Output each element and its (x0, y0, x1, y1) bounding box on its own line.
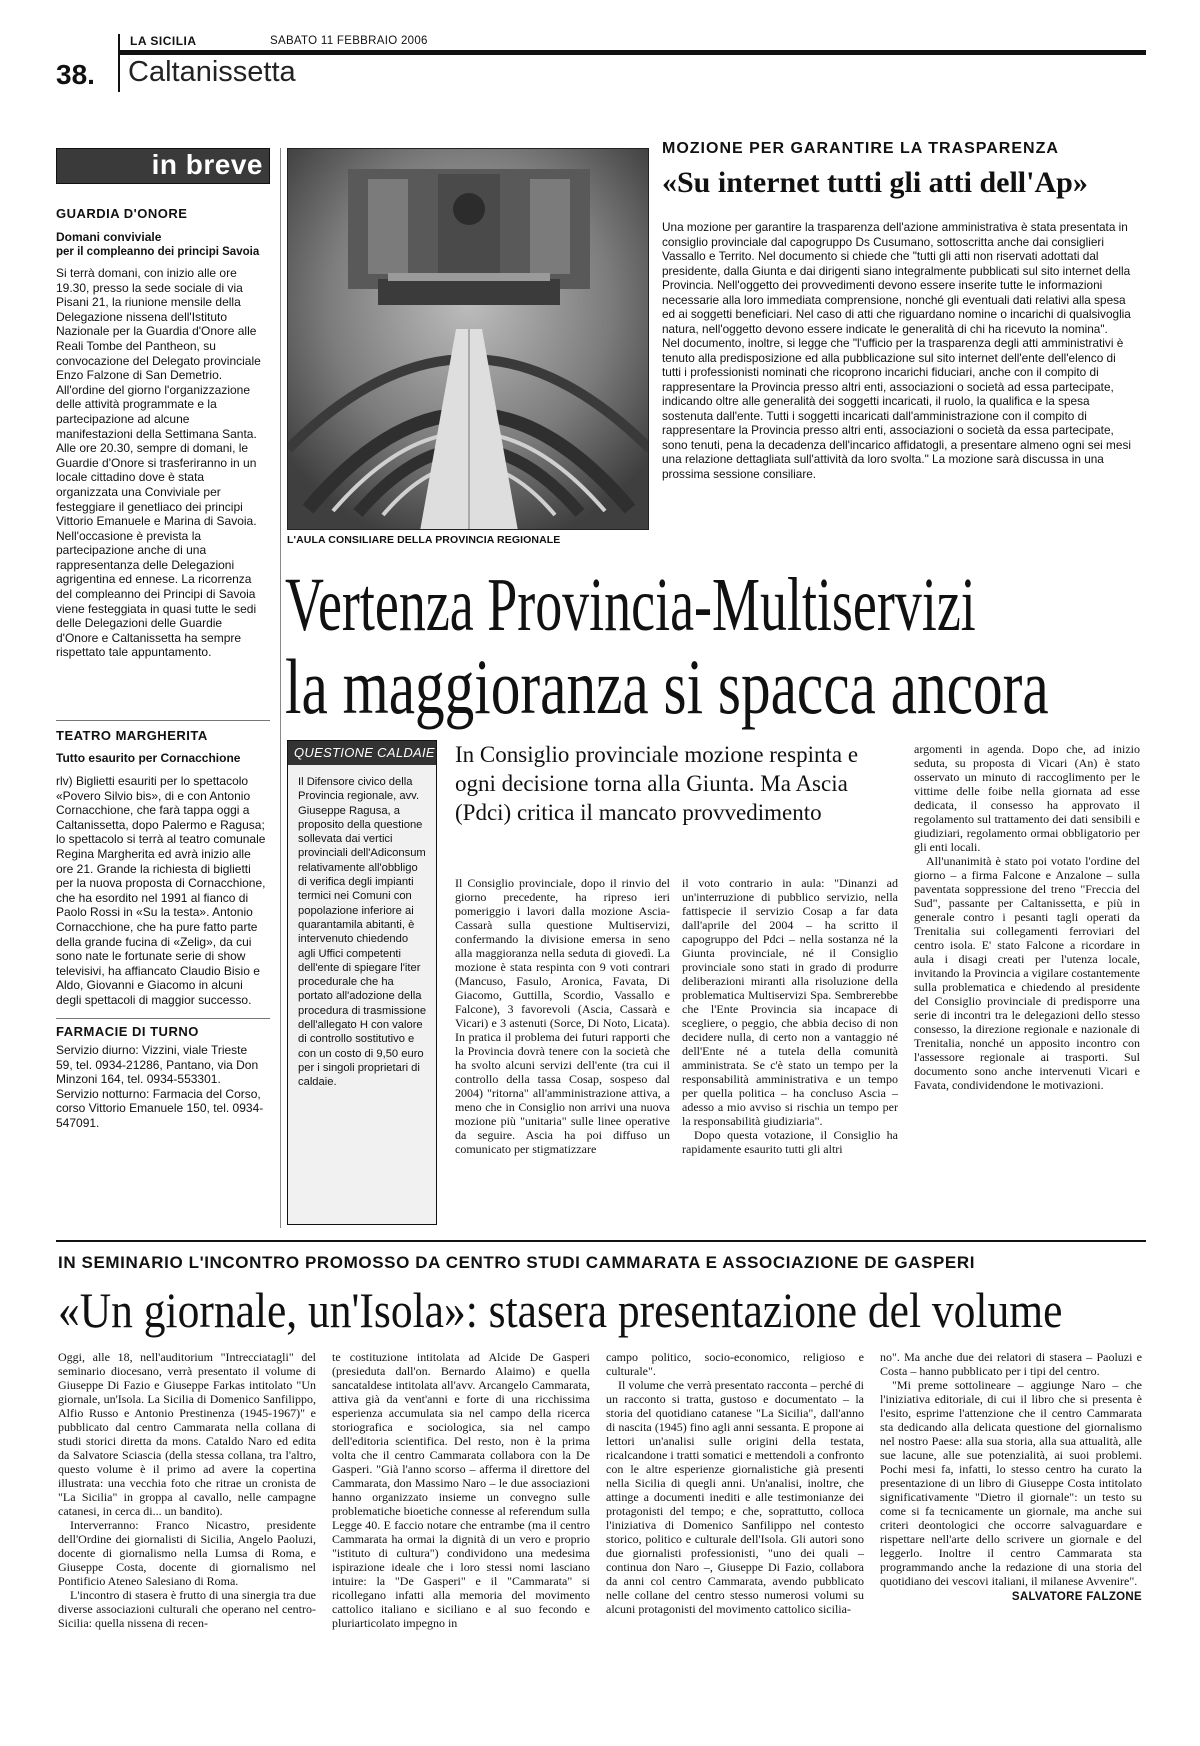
main-col-2-para-a: il voto contrario in aula: "Dinanzi ad un'interruzione di pubblico servizio, nella fattispecie il servizio Cosap a far data dall'aprile del 2004 – ha scritto il capogruppo del Pdci – nella sostanza né la Giunta provinciale, né il Consiglio provinciale sono stati in grado di produrre deliberazioni miranti alla risoluzione della problematica Multiservizi Spa. Sembrerebbe che l'Ente Provincia sia incapace di scegliere, o peggio, che abbia deciso di non decidere nulla, di certo non a vantaggio né dell'Ente né a tutela della comunità amministrata. Se c'è stato un tempo per la responsabilità amministrativa e un tempo per quella politica – ha concluso Ascia – adesso a mio avviso si rischia un tempo per la responsabilità giudiziaria". (682, 876, 898, 1128)
bottom-col-3-para-b: Il volume che verrà presentato racconta – perché di un racconto si tratta, gustoso e documentato – la storia del quotidiano catanese "La Sicilia", dall'anno di nascita (1945) fino agli anni sessanta. E propone ai lettori un'analisi sulle origini della testata, ricalcandone i tratti somatici e mettendoli a confronto con le altre esperienze giornalistiche già presenti nella Sicilia di quegli anni. Un'analisi, inoltre, che attinge a documenti inediti e alle testimonianze dei protagonisti del tempo; e che, soprattutto, colloca l'iniziativa di Domenico Sanfilippo nel contesto storico, politico e culturale dell'Isola. Gli autori sono due giornalisti professionisti, "uno dei quali – continua don Naro –, Giuseppe Di Fazio, collabora da anni col centro Cammarata, avendo pubblicato nelle collane del centro stesso numerosi volumi su alcuni protagonisti del movimento cattolico sicilia- (606, 1378, 864, 1616)
main-col-1-para: Il Consiglio provinciale, dopo il rinvio del giorno precedente, ha ripreso ieri pomeriggio i lavori dalla mozione Ascia-Cassarà sulla questione Multiservizi, confermando la divisione emersa in seno alla maggioranza nella seduta di giovedì. La mozione è stata respinta con 9 voti contrari (Mancuso, Fasulo, Aronica, Favata, Di Giacomo, Guttilla, Scordio, Vassallo e Falcone), 3 favorevoli (Ascia, Cassarà e Vicari) e 3 astenuti (Sorce, Di Noto, Licata). In pratica il problema dei futuri rapporti che la Provincia dovrà tenere con la società che ha svolto alcuni servizi dell'ente (tra cui il controllo della tassa Cosap, sospeso dal 2004) "ritorna" all'amministrazione attiva, a meno che in Consiglio non arrivi una nuova mozione più "unitaria" sulle linee operative da seguire. Ascia ha poi diffuso un comunicato per stigmatizzare (455, 876, 670, 1156)
mozione-text (662, 220, 1138, 481)
bottom-col-1-para-c: L'incontro di stasera è frutto di una sinergia tra due diverse associazioni culturali che operano nel centro-Sicilia: quella nissena di recen- (58, 1588, 316, 1630)
brief-label-farmacie: FARMACIE DI TURNO (56, 1024, 199, 1039)
main-col-3-para-a: argomenti in agenda. Dopo che, ad inizio seduta, su proposta di Vicari (An) è stato osservato un minuto di raccoglimento per le vittime delle foibe nella giornata ad esse dedicata, il consesso ha approvato il regolamento sul trattamento dei dati sensibili e giudiziari, regolamento ormai obbligatorio per gli enti locali. (914, 742, 1140, 854)
main-col-3-para-b: All'unanimità è stato poi votato l'ordine del giorno – a firma Falcone e Anzalone – sulla paventata soppressione del treno "Freccia del Sud", passante per Caltanissetta, e più in generale contro i pesanti tagli operati da Trenitalia sui collegamenti ferroviari del centro isola. E' stato Falcone a ricordare in aula i disagi creati per l'utenza locale, invitando la Provincia a vigilare costantemente sulla problematica e chiedendo al presidente del Consiglio provinciale di predisporre una serie di incontri tra le delegazioni dello stesso consesso, la direzione regionale e nazionale di Trenitalia, nonché un apposito incontro con l'assessore regionale ai trasporti. Sul documento sono anche intervenuti Vicari e Favata, condividendone le motivazioni. (914, 854, 1140, 1092)
brief-subtitle-guardia-1: Domani conviviale (56, 230, 162, 244)
bottom-col-2 (332, 1350, 590, 1630)
in-breve-badge (56, 148, 270, 184)
brief-text-teatro: rlv) Biglietti esauriti per lo spettacolo «Povero Silvio bis», di e con Antonio Cornacchione, che farà tappa oggi a Caltanissetta, dopo Palermo e Ragusa; lo spettacolo si terrà al teatro comunale Regina Margherita ed avrà inizio alle ore 21. Grande la richiesta di biglietti per la nuova proposta di Cornacchione, che ha esordito nel 1991 al fianco di Paolo Rossi in «Su la testa». Antonio Cornacchione, che ha pure fatto parte della grande fucina di «Zelig», da cui sono nate le fortunate serie di show televisivi, ha affiancato Claudio Bisio e Aldo, Giovanni e Giacomo in alcuni degli spettacoli di maggior successo. (56, 774, 266, 1007)
mozione-text-para-1: Una mozione per garantire la trasparenza dell'azione amministrativa è stata presentata in consiglio provinciale dal capogruppo Ds Cusumano, sottoscritta anche dai consiglieri Vassallo e Territo. Nel documento si chiede che "tutti gli atti non riservati adottati dal presidente, dalla Giunta e dai dirigenti siano integralmente pubblicati sul sito internet della Provincia. Nell'oggetto dei provvedimenti devono essere inserite tutte le informazioni necessarie alla loro immediata comprensione, nonché gli eventuali dati relativi alla spesa ed ai soggetti beneficiari. Nel caso di atti che riguardano nomine o incarichi di qualsivoglia natura, nell'oggetto devono essere indicate le generalità di chi ha ricevuto la nomina". (662, 220, 1131, 336)
paper-name: LA SICILIA (130, 34, 197, 48)
bottom-kicker: IN SEMINARIO L'INCONTRO PROMOSSO DA CENTRO STUDI CAMMARATA E ASSOCIAZIONE DE GASPERI (58, 1253, 976, 1272)
bottom-headline: «Un giornale, un'Isola»: stasera presentazione del volume (58, 1282, 1063, 1338)
main-headline-1: Vertenza Provincia-Multiservizi (285, 563, 976, 647)
bottom-signature: SALVATORE FALZONE (1011, 1591, 1142, 1603)
bottom-section-rule (56, 1240, 1146, 1242)
brief-divider-1 (56, 720, 270, 721)
questione-caldaie-label-bar (288, 741, 436, 765)
in-breve-title: in breve (151, 149, 263, 180)
brief-divider-2 (56, 1018, 270, 1019)
bottom-col-1-para-b: Interverranno: Franco Nicastro, presidente dell'Ordine dei giornalisti di Sicilia, Angelo Paoluzi, docente di giornalismo nella Lumsa di Roma, e Giuseppe Costa, docente di giornalismo nel Pontificio Ateneo Salesiano di Roma. (58, 1518, 316, 1588)
bottom-col-2-para: te costituzione intitolata ad Alcide De Gasperi (presieduta dall'on. Bernardo Alaimo) e quella sancataldese intitolata all'avv. Arcangelo Cammarata, attiva già da vent'anni e forte di una ricchissima esperienza accumulata sia nel campo della ricerca storiografica e sociologica, sia nel campo dell'editoria scientifica. Del resto, non è la prima volta che il centro Cammarata collabora con la De Gasperi. "Già l'anno scorso – afferma il direttore del Cammarata, don Massimo Naro – le due associazioni hanno organizzato insieme un convegno sulle problematiche bioetiche connesse al referendum sulla Legge 40. E faccio notare che entrambe (ma il centro Cammarata ha ormai la dignità di un vero e proprio "istituto di cultura") condividono una medesima ispirazione ideale che i loro stessi nomi lasciano intuire: la "De Gasperi" e il "Cammarata" si ricollegano infatti alla memoria del movimento cattolico italiano e siciliano e al suo fecondo e pluriarticolato impegno in (332, 1350, 590, 1630)
in-breve-column (56, 148, 270, 1225)
brief-text-farmacie: Servizio diurno: Vizzini, viale Trieste 59, tel. 0934-21286, Pantano, via Don Minzoni 164, tel. 0934-553301. Servizio notturno: Farmacia del Corso, corso Vittorio Emanuele 150, tel. 0934-547091. (56, 1043, 264, 1130)
column-rule-left (280, 148, 281, 1228)
issue-date: SABATO 11 FEBBRAIO 2006 (270, 35, 428, 47)
brief-label-teatro: TEATRO MARGHERITA (56, 728, 208, 743)
photo-caption: L'AULA CONSILIARE DELLA PROVINCIA REGIONALE (287, 534, 561, 546)
page-header (56, 34, 1146, 94)
bottom-col-3 (606, 1350, 864, 1616)
brief-subtitle-guardia-2: per il compleanno dei principi Savoia (56, 246, 260, 258)
mozione-text-para-2: Nel documento, inoltre, si legge che "l'ufficio per la trasparenza degli atti amministrativi è tenuto alla predisposizione ed alla pubblicazione sul sito internet dell'ente dell'elenco di tutti i professionisti nominati che ricoprono incarichi fiduciari, anche con il compito di rappresentare la Provincia presso altri enti, associazioni o società ad essa partecipate, indicando oltre alle generalità dei soggetti incaricati, il ruolo, la qualifica e la spesa sostenuta dall'ente. Tutti i soggetti incaricati dall'amministrazione con il compito di rappresentare la Provincia presso altri enti, associazioni o società da essa partecipate, sono tenuti, pena la decadenza dell'incarico affidatogli, a presentare almeno ogni sei mesi una relazione dettagliata sull'attività da loro svolta." La mozione sarà discussa in una prossima sessione consiliare. (662, 336, 1131, 481)
main-article-col-3 (914, 742, 1140, 1092)
photo-illustration (288, 149, 649, 530)
brief-label-guardia: GUARDIA D'ONORE (56, 206, 188, 221)
brief-text-guardia: Si terrà domani, con inizio alle ore 19.30, presso la sede sociale di via Pisani 21, la riunione mensile della Delegazione nissena dell'Istituto Nazionale per la Guardia d'Onore alle Reali Tombe del Pantheon, su convocazione del Delegato provinciale Enzo Falzone di San Demetrio. All'ordine del giorno l'organizzazione delle attività programmate e la partecipazione ad alcune manifestazioni della Settimana Santa. Alle ore 20.30, sempre di domani, le Guardie d'Onore si trasferiranno in un locale cittadino dove è stata organizzata una Conviviale per festeggiare il genetliaco dei principi Vittorio Emanuele e Marina di Savoia. Nell'occasione è prevista la partecipazione anche di una rappresentanza delle Delegazioni agrigentina ed ennese. La ricorrenza del compleanno dei Principi di Savoia viene festeggiata in quasi tutte le sedi delle Delegazioni delle Guardie d'Onore e Caltanissetta ha sempre rispettato tale appuntamento. (56, 266, 261, 660)
bottom-col-3-para-a: campo politico, socio-economico, religioso e culturale". (606, 1350, 864, 1378)
bottom-col-4 (880, 1350, 1142, 1604)
questione-caldaie-label: QUESTIONE CALDAIE (294, 745, 435, 760)
header-left-rule (118, 34, 120, 92)
main-article-col-2 (682, 876, 898, 1156)
bottom-col-1 (58, 1350, 316, 1630)
mozione-headline: «Su internet tutti gli atti dell'Ap» (662, 166, 1088, 199)
council-chamber-photo (287, 148, 649, 530)
questione-caldaie-text: Il Difensore civico della Provincia regionale, avv. Giuseppe Ragusa, a proposito della questione sollevata dai vertici provinciali dell'Adiconsum relativamente all'obbligo di verifica degli impianti termici nei Comuni con popolazione inferiore ai quarantamila abitanti, è intervenuto chiedendo agli Uffici competenti dell'ente di spiegare l'iter procedurale che ha portato all'adozione della procedura di trasmissione dell'allegato H con valore di controllo sostitutivo e con un costo di 9,50 euro per i singoli proprietari di caldaie. (298, 776, 427, 1089)
section-title: Caltanissetta (128, 56, 296, 88)
brief-subtitle-teatro: Tutto esaurito per Cornacchione (56, 751, 241, 765)
questione-caldaie-box (287, 740, 437, 1225)
main-headline-2: la maggioranza si spacca ancora (285, 643, 1049, 730)
mozione-kicker: MOZIONE PER GARANTIRE LA TRASPARENZA (662, 140, 1059, 157)
bottom-col-1-para-a: Oggi, alle 18, nell'auditorium "Intrecciatagli" del seminario diocesano, verrà presentato il volume di Giuseppe Di Fazio e Giuseppe Farkas intitolato "Un giornale, un'Isola. La Sicilia di Domenico Sanfilippo, Alfio Russo e Antonio Prestinenza (1945-1967)" e pubblicato dal centro Cammarata nella collana di studi storici diretta da mons. Cataldo Naro ed edita da Salvatore Sciascia (della stessa collana, tra l'altro, questo volume è il primo ad avere la copertina illustrata: una vecchia foto che ritrae un cronista de "La Sicilia" in groppa al cavallo, nelle campagne catanesi, in cerca di... un bandito). (58, 1350, 316, 1518)
main-col-2-para-b: Dopo questa votazione, il Consiglio ha rapidamente esaurito tutti gli altri (682, 1128, 898, 1156)
main-deck: In Consiglio provinciale mozione respinta e ogni decisione torna alla Giunta. Ma Ascia (Pdci) critica il mancato provvedimento (455, 742, 859, 825)
bottom-col-4-para-a: no". Ma anche due dei relatori di stasera – Paoluzi e Costa – hanno pubblicato per i tipi del centro. (880, 1350, 1142, 1378)
page-number: 38. (56, 59, 95, 90)
header-top-rule (120, 50, 1146, 55)
bottom-col-4-para-b: "Mi preme sottolineare – aggiunge Naro – che l'iniziativa editoriale, di cui il libro che si presenta è l'esito, esprime l'attenzione che il centro Cammarata sta dedicando alla delicata questione del giornalismo nel nostro Paese: alla sua storia, alla sua attualità, alle sue lacune, alle sue potenzialità, ai suoi problemi. Pochi mesi fa, infatti, lo stesso centro ha curato la presentazione di un libro di Giuseppe Costa intitolato significativamente "Dietro il giornale": un testo su come si fa tecnicamente un giornale, ma anche sui criteri deontologici che occorre salvaguardare e rispettare nell'arte dello scrivere un giornale e del leggerlo. Inoltre il centro Cammarata sta programmando anche la redazione di una storia del quotidiano dei vescovi italiani, il milanese Avvenire". (880, 1378, 1142, 1588)
main-article-col-1 (455, 876, 670, 1156)
